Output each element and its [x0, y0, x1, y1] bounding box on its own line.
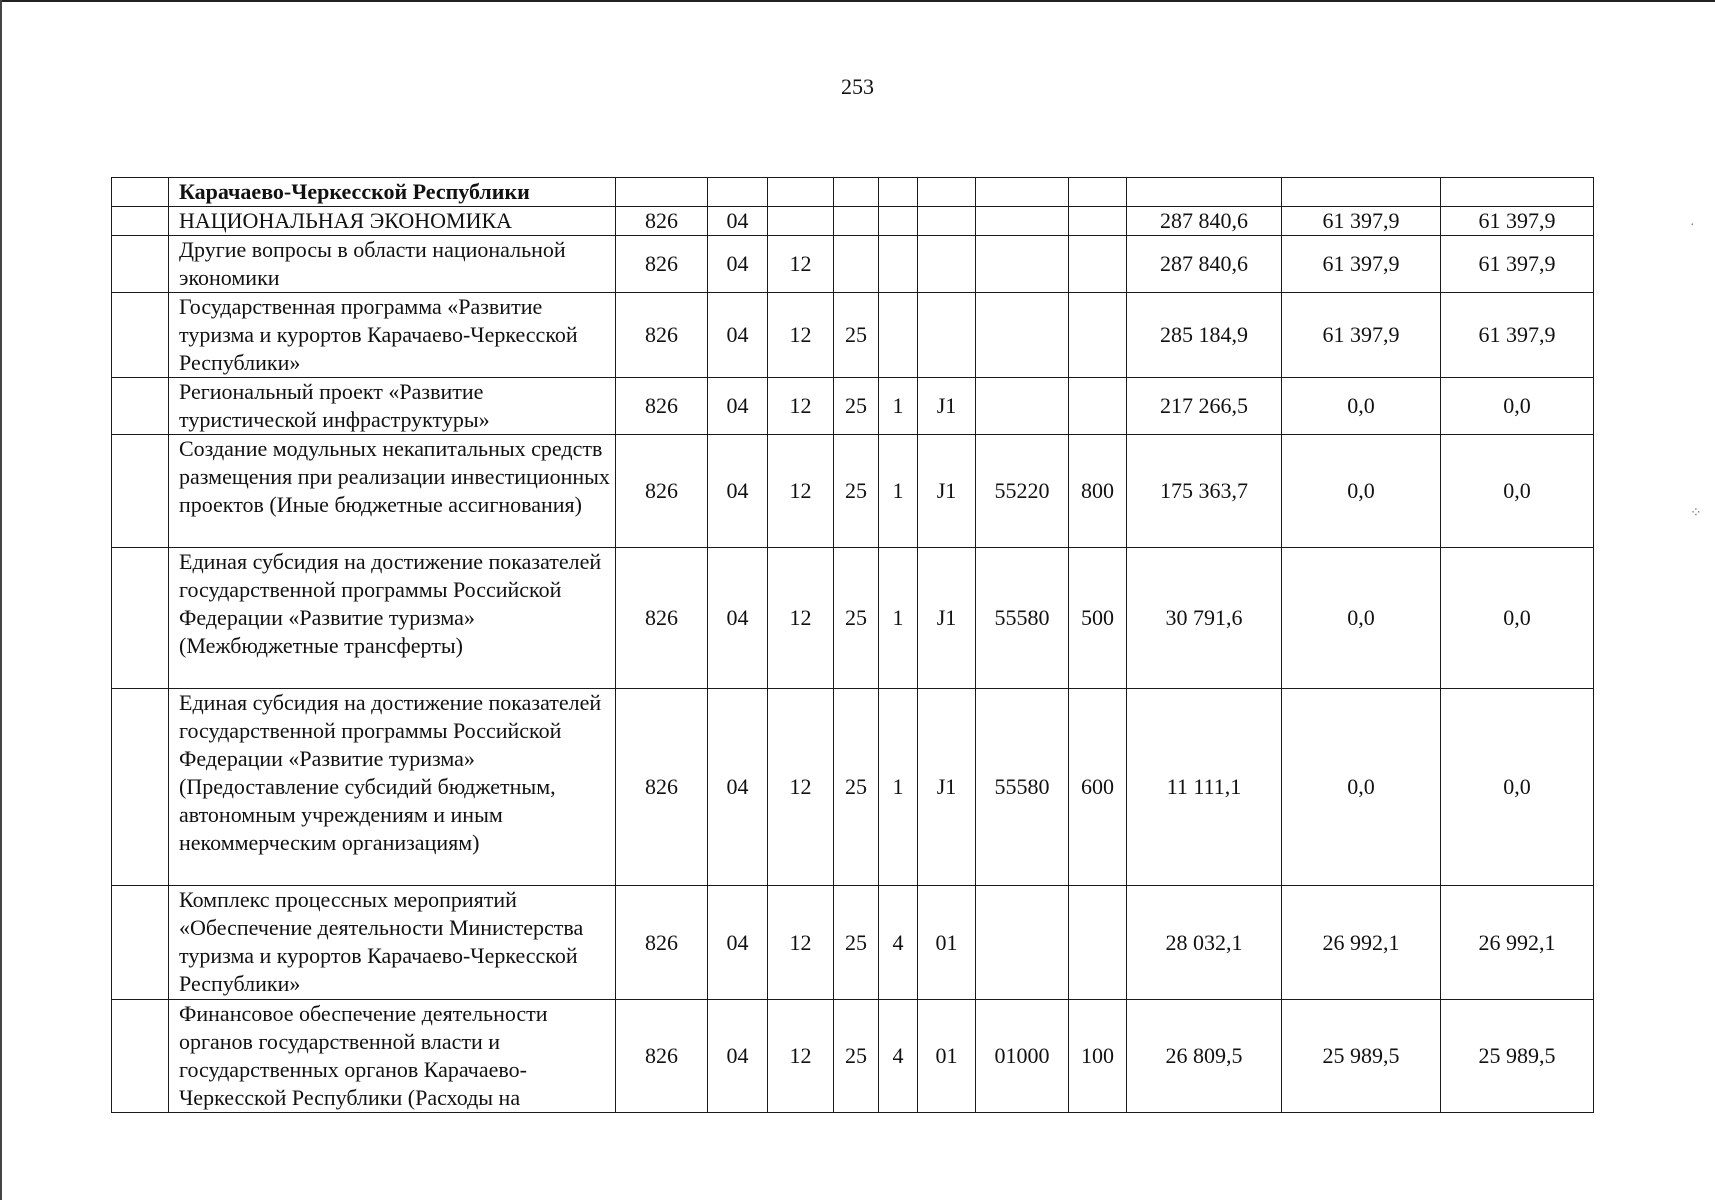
project-code-cell — [918, 207, 976, 236]
program-type-cell — [879, 236, 918, 293]
amount-year1-cell: 28 032,1 — [1127, 886, 1282, 1000]
expense-type-cell: 800 — [1069, 435, 1127, 548]
table-row — [112, 689, 1594, 886]
row-number-cell — [112, 689, 169, 886]
amount-year1-cell: 285 184,9 — [1127, 293, 1282, 378]
row-name-cell: НАЦИОНАЛЬНАЯ ЭКОНОМИКА — [169, 207, 616, 236]
amount-year3-cell: 26 992,1 — [1441, 886, 1594, 1000]
program-type-cell: 1 — [879, 689, 918, 886]
ministry-code-cell: 826 — [616, 886, 708, 1000]
row-name-cell: Комплекс процессных мероприятий «Обеспечение деятельности Министерства туризма и курортов Карачаево-Черкесской Республики» — [169, 886, 616, 1000]
subsection-code-cell — [768, 178, 834, 207]
row-number-cell — [112, 207, 169, 236]
expense-type-cell — [1069, 207, 1127, 236]
subsection-code-cell: 12 — [768, 689, 834, 886]
ministry-code-cell: 826 — [616, 378, 708, 435]
table-row — [112, 1000, 1594, 1113]
program-type-cell: 4 — [879, 886, 918, 1000]
amount-year2-cell: 0,0 — [1282, 689, 1441, 886]
direction-code-cell — [976, 236, 1069, 293]
amount-year3-cell: 0,0 — [1441, 689, 1594, 886]
amount-year3-cell: 61 397,9 — [1441, 207, 1594, 236]
subsection-code-cell: 12 — [768, 1000, 834, 1113]
program-type-cell: 4 — [879, 1000, 918, 1113]
amount-year2-cell: 0,0 — [1282, 435, 1441, 548]
budget-table-body — [112, 178, 1594, 1113]
subsection-code-cell — [768, 207, 834, 236]
ministry-code-cell: 826 — [616, 293, 708, 378]
subsection-code-cell: 12 — [768, 378, 834, 435]
project-code-cell: 01 — [918, 886, 976, 1000]
table-row — [112, 886, 1594, 1000]
direction-code-cell — [976, 178, 1069, 207]
row-name-cell: Государственная программа «Развитие туризма и курортов Карачаево-Черкесской Республики» — [169, 293, 616, 378]
amount-year3-cell: 0,0 — [1441, 548, 1594, 689]
row-number-cell — [112, 886, 169, 1000]
subsection-code-cell: 12 — [768, 293, 834, 378]
row-name-cell: Региональный проект «Развитие туристической инфраструктуры» — [169, 378, 616, 435]
direction-code-cell — [976, 378, 1069, 435]
ministry-code-cell — [616, 178, 708, 207]
direction-code-cell: 01000 — [976, 1000, 1069, 1113]
amount-year3-cell: 61 397,9 — [1441, 236, 1594, 293]
expense-type-cell: 100 — [1069, 1000, 1127, 1113]
scan-top-edge — [0, 0, 1715, 2]
amount-year2-cell: 0,0 — [1282, 378, 1441, 435]
program-code-cell: 25 — [834, 378, 879, 435]
amount-year1-cell: 287 840,6 — [1127, 236, 1282, 293]
amount-year2-cell: 61 397,9 — [1282, 207, 1441, 236]
program-code-cell: 25 — [834, 689, 879, 886]
row-number-cell — [112, 293, 169, 378]
row-number-cell — [112, 548, 169, 689]
section-code-cell: 04 — [708, 293, 768, 378]
amount-year2-cell: 61 397,9 — [1282, 293, 1441, 378]
row-number-cell — [112, 236, 169, 293]
expense-type-cell: 600 — [1069, 689, 1127, 886]
direction-code-cell — [976, 293, 1069, 378]
program-code-cell — [834, 207, 879, 236]
project-code-cell — [918, 236, 976, 293]
program-code-cell: 25 — [834, 435, 879, 548]
subsection-code-cell: 12 — [768, 886, 834, 1000]
table-row — [112, 236, 1594, 293]
amount-year2-cell: 25 989,5 — [1282, 1000, 1441, 1113]
page-number: 253 — [841, 74, 874, 99]
ministry-code-cell: 826 — [616, 1000, 708, 1113]
program-type-cell — [879, 207, 918, 236]
amount-year1-cell: 26 809,5 — [1127, 1000, 1282, 1113]
section-code-cell: 04 — [708, 378, 768, 435]
row-name-cell: Единая субсидия на достижение показателей государственной программы Российской Федерации «Развитие туризма» (Межбюджетные трансферты) — [169, 548, 616, 689]
row-name-cell: Карачаево-Черкесской Республики — [169, 178, 616, 207]
table-row — [112, 178, 1594, 207]
amount-year1-cell: 30 791,6 — [1127, 548, 1282, 689]
project-code-cell: 01 — [918, 1000, 976, 1113]
program-type-cell: 1 — [879, 548, 918, 689]
direction-code-cell: 55580 — [976, 689, 1069, 886]
amount-year1-cell — [1127, 178, 1282, 207]
ministry-code-cell: 826 — [616, 548, 708, 689]
amount-year2-cell: 26 992,1 — [1282, 886, 1441, 1000]
section-code-cell: 04 — [708, 207, 768, 236]
ministry-code-cell: 826 — [616, 435, 708, 548]
amount-year1-cell: 217 266,5 — [1127, 378, 1282, 435]
program-type-cell: 1 — [879, 435, 918, 548]
section-code-cell: 04 — [708, 236, 768, 293]
project-code-cell — [918, 178, 976, 207]
subsection-code-cell: 12 — [768, 435, 834, 548]
project-code-cell: J1 — [918, 689, 976, 886]
ministry-code-cell: 826 — [616, 236, 708, 293]
program-code-cell: 25 — [834, 548, 879, 689]
amount-year3-cell: 0,0 — [1441, 435, 1594, 548]
program-type-cell — [879, 178, 918, 207]
project-code-cell: J1 — [918, 378, 976, 435]
amount-year1-cell: 175 363,7 — [1127, 435, 1282, 548]
expense-type-cell — [1069, 236, 1127, 293]
row-number-cell — [112, 178, 169, 207]
section-code-cell: 04 — [708, 1000, 768, 1113]
program-type-cell: 1 — [879, 378, 918, 435]
table-row — [112, 378, 1594, 435]
direction-code-cell: 55220 — [976, 435, 1069, 548]
project-code-cell: J1 — [918, 435, 976, 548]
amount-year1-cell: 287 840,6 — [1127, 207, 1282, 236]
table-row — [112, 293, 1594, 378]
program-code-cell — [834, 236, 879, 293]
expense-type-cell — [1069, 293, 1127, 378]
row-name-cell: Финансовое обеспечение деятельности органов государственной власти и государственных органов Карачаево-Черкесской Республики (Расходы на — [169, 1000, 616, 1113]
ministry-code-cell: 826 — [616, 689, 708, 886]
row-name-cell: Создание модульных некапитальных средств размещения при реализации инвестиционных проектов (Иные бюджетные ассигнования) — [169, 435, 616, 548]
scan-dot-mark: · — [1690, 218, 1695, 233]
ministry-code-cell: 826 — [616, 207, 708, 236]
amount-year2-cell: 61 397,9 — [1282, 236, 1441, 293]
direction-code-cell — [976, 886, 1069, 1000]
expense-type-cell — [1069, 178, 1127, 207]
amount-year3-cell: 0,0 — [1441, 378, 1594, 435]
project-code-cell — [918, 293, 976, 378]
section-code-cell: 04 — [708, 435, 768, 548]
expense-type-cell — [1069, 886, 1127, 1000]
table-row — [112, 435, 1594, 548]
section-code-cell — [708, 178, 768, 207]
scan-left-edge — [0, 0, 2, 1200]
row-number-cell — [112, 1000, 169, 1113]
expense-type-cell: 500 — [1069, 548, 1127, 689]
subsection-code-cell: 12 — [768, 548, 834, 689]
section-code-cell: 04 — [708, 689, 768, 886]
direction-code-cell — [976, 207, 1069, 236]
program-code-cell: 25 — [834, 886, 879, 1000]
table-row — [112, 207, 1594, 236]
section-code-cell: 04 — [708, 886, 768, 1000]
table-row — [112, 548, 1594, 689]
program-code-cell: 25 — [834, 293, 879, 378]
expense-type-cell — [1069, 378, 1127, 435]
amount-year3-cell: 25 989,5 — [1441, 1000, 1594, 1113]
amount-year2-cell — [1282, 178, 1441, 207]
subsection-code-cell: 12 — [768, 236, 834, 293]
budget-table — [111, 177, 1594, 1113]
scan-dot-mark: ⁘ — [1690, 506, 1702, 521]
row-name-cell: Другие вопросы в области национальной экономики — [169, 236, 616, 293]
program-code-cell: 25 — [834, 1000, 879, 1113]
direction-code-cell: 55580 — [976, 548, 1069, 689]
section-code-cell: 04 — [708, 548, 768, 689]
amount-year3-cell: 61 397,9 — [1441, 293, 1594, 378]
row-name-cell: Единая субсидия на достижение показателей государственной программы Российской Федерации «Развитие туризма» (Предоставление субсидий бюджетным, автономным учреждениям и иным некоммерческим организациям) — [169, 689, 616, 886]
program-type-cell — [879, 293, 918, 378]
program-code-cell — [834, 178, 879, 207]
amount-year2-cell: 0,0 — [1282, 548, 1441, 689]
row-number-cell — [112, 435, 169, 548]
amount-year1-cell: 11 111,1 — [1127, 689, 1282, 886]
project-code-cell: J1 — [918, 548, 976, 689]
row-number-cell — [112, 378, 169, 435]
amount-year3-cell — [1441, 178, 1594, 207]
